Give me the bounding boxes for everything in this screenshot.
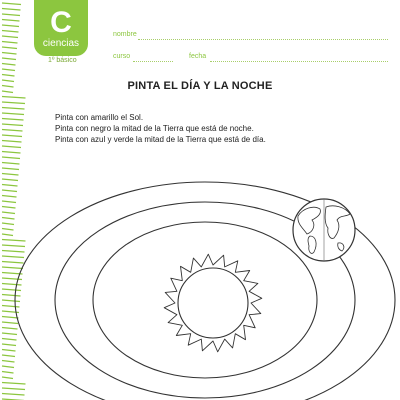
- earth-icon[interactable]: [293, 199, 355, 261]
- instruction-sun: Pinta con amarillo el Sol.: [55, 113, 144, 122]
- course-label: curso: [113, 53, 131, 60]
- sun-icon[interactable]: [164, 254, 262, 352]
- page-title: PINTA EL DÍA Y LA NOCHE: [127, 80, 273, 92]
- instruction-day: Pinta con azul y verde la mitad de la Tierra que está de día.: [55, 135, 266, 144]
- badge-letter: C: [50, 6, 72, 39]
- name-label: nombre: [113, 31, 137, 38]
- badge-subject: ciencias: [42, 38, 80, 49]
- grade-label: 1º básico: [48, 57, 77, 64]
- instruction-night: Pinta con negro la mitad de la Tierra que está de noche.: [55, 124, 254, 133]
- date-label: fecha: [189, 53, 207, 60]
